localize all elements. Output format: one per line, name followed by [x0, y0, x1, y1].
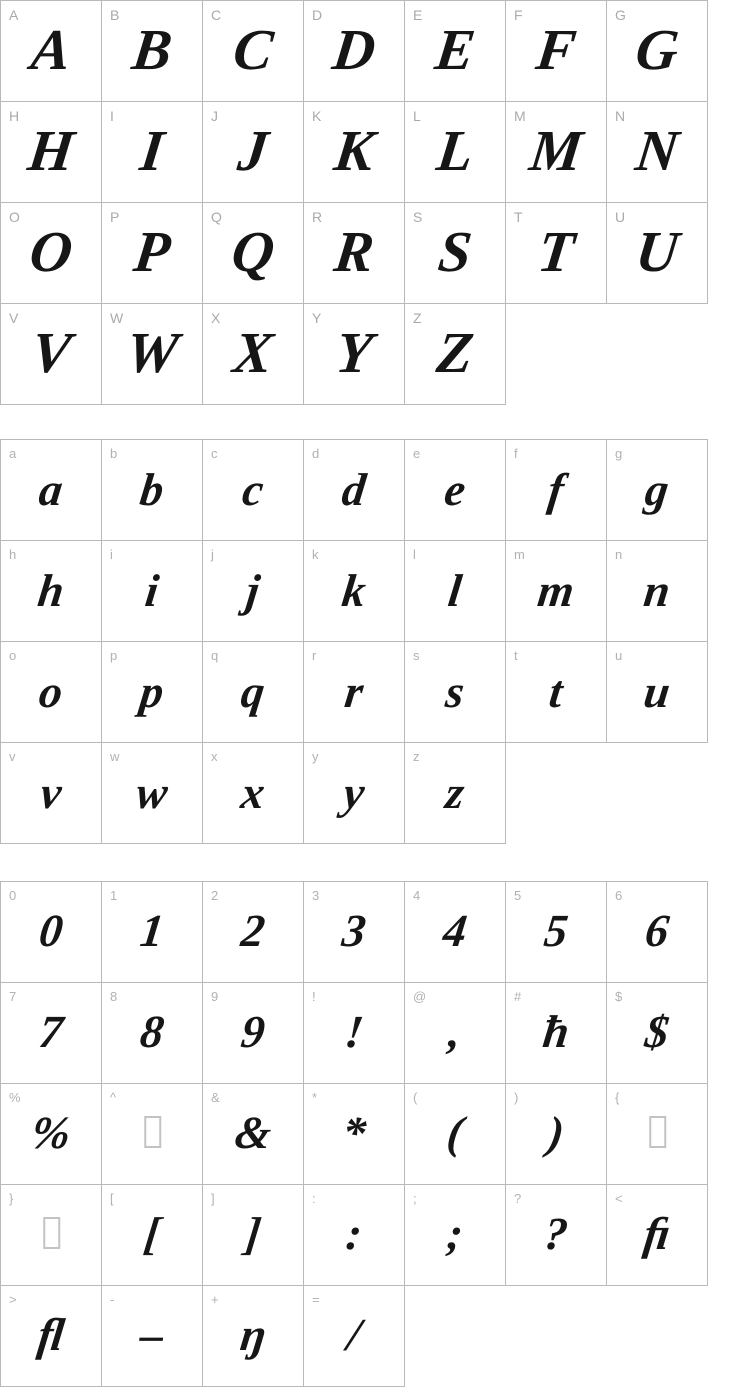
symbols-charmap — [0, 881, 708, 1387]
char-label: i — [110, 547, 113, 562]
char-cell — [1, 983, 102, 1084]
char-glyph: n — [641, 564, 674, 616]
char-cell — [405, 882, 506, 983]
lowercase-charmap-table — [0, 439, 708, 844]
char-label: S — [413, 209, 423, 225]
char-cell — [304, 1185, 405, 1286]
char-cell — [304, 1, 405, 102]
char-cell — [304, 1286, 405, 1387]
char-label: e — [413, 446, 421, 461]
char-cell — [506, 440, 607, 541]
char-label: C — [211, 7, 222, 23]
char-glyph: 9 — [238, 1005, 268, 1057]
char-cell — [607, 1084, 708, 1185]
char-glyph: 4 — [440, 904, 470, 956]
char-glyph: s — [443, 665, 468, 717]
char-label: L — [413, 108, 421, 124]
charmap-row — [1, 983, 708, 1084]
char-label: } — [9, 1191, 14, 1206]
char-glyph: % — [28, 1106, 74, 1158]
uppercase-charmap — [0, 0, 708, 405]
charmap-row — [1, 1084, 708, 1185]
char-label: 7 — [9, 989, 17, 1004]
char-glyph: – — [137, 1308, 167, 1360]
char-label: o — [9, 648, 17, 663]
char-label: H — [9, 108, 20, 124]
char-glyph: R — [330, 218, 378, 284]
char-glyph: V — [27, 319, 75, 385]
char-cell — [203, 983, 304, 1084]
char-label: ) — [514, 1090, 519, 1105]
char-glyph: S — [435, 218, 476, 284]
char-glyph: c — [239, 463, 267, 515]
charmap-row — [1, 642, 708, 743]
char-glyph: G — [632, 16, 683, 82]
char-label: : — [312, 1191, 316, 1206]
char-cell — [506, 882, 607, 983]
char-cell — [1, 882, 102, 983]
char-label: - — [110, 1292, 115, 1307]
char-label: O — [9, 209, 20, 225]
charmap-row — [1, 203, 708, 304]
char-label: 4 — [413, 888, 421, 903]
charmap-row — [1, 1185, 708, 1286]
char-glyph: $ — [642, 1005, 672, 1057]
char-glyph: Q — [228, 218, 279, 284]
char-label: < — [615, 1191, 623, 1206]
char-cell — [405, 203, 506, 304]
char-cell — [102, 203, 203, 304]
char-glyph: P — [130, 218, 174, 284]
char-cell — [203, 642, 304, 743]
char-glyph: ħ — [540, 1005, 573, 1057]
uppercase-charmap-table — [0, 0, 708, 405]
char-glyph: 3 — [339, 904, 369, 956]
char-label: w — [110, 749, 120, 764]
char-cell — [203, 743, 304, 844]
char-cell — [203, 1, 304, 102]
char-cell — [405, 541, 506, 642]
char-glyph: E — [431, 16, 479, 82]
char-label: r — [312, 648, 317, 663]
charmap-row — [1, 541, 708, 642]
missing-glyph-box — [144, 1116, 161, 1148]
char-glyph: B — [128, 16, 176, 82]
char-glyph: ŋ — [237, 1308, 269, 1360]
char-cell — [1, 1084, 102, 1185]
char-cell — [304, 882, 405, 983]
charmap-row — [1, 743, 708, 844]
char-glyph: / — [344, 1308, 364, 1360]
char-label: 8 — [110, 989, 118, 1004]
char-label: l — [413, 547, 416, 562]
char-label: W — [110, 310, 124, 326]
char-glyph: i — [142, 564, 162, 616]
char-label: 0 — [9, 888, 17, 903]
char-cell — [102, 440, 203, 541]
char-cell — [607, 1, 708, 102]
char-label: K — [312, 108, 322, 124]
char-label: ! — [312, 989, 316, 1004]
char-label: U — [615, 209, 626, 225]
char-glyph: 2 — [238, 904, 268, 956]
char-cell — [607, 882, 708, 983]
char-label: ] — [211, 1191, 215, 1206]
char-cell — [607, 203, 708, 304]
char-cell — [203, 102, 304, 203]
char-glyph: : — [343, 1207, 366, 1259]
char-label: h — [9, 547, 17, 562]
char-glyph: ﬁ — [641, 1207, 674, 1259]
char-cell — [102, 541, 203, 642]
char-glyph: Z — [433, 319, 477, 385]
char-label: N — [615, 108, 626, 124]
char-label: t — [514, 648, 518, 663]
char-glyph: m — [535, 564, 578, 616]
char-cell — [203, 1286, 304, 1387]
char-label: T — [514, 209, 523, 225]
char-label: f — [514, 446, 518, 461]
char-cell — [102, 304, 203, 405]
char-label: 6 — [615, 888, 623, 903]
char-glyph: * — [339, 1106, 369, 1158]
char-cell — [607, 440, 708, 541]
char-cell — [405, 304, 506, 405]
char-glyph: [ — [141, 1207, 164, 1259]
charmap-row — [1, 102, 708, 203]
char-label: > — [9, 1292, 17, 1307]
char-glyph: 1 — [137, 904, 167, 956]
char-cell — [304, 983, 405, 1084]
char-cell — [203, 304, 304, 405]
char-glyph: Y — [332, 319, 376, 385]
char-label: Z — [413, 310, 422, 326]
char-glyph: J — [234, 117, 272, 183]
char-cell — [405, 743, 506, 844]
char-cell — [304, 642, 405, 743]
char-glyph: 7 — [36, 1005, 66, 1057]
char-label: @ — [413, 989, 427, 1004]
char-glyph: 8 — [137, 1005, 167, 1057]
char-glyph: z — [443, 766, 468, 818]
char-glyph: q — [238, 665, 268, 717]
char-cell — [304, 440, 405, 541]
char-label: ^ — [110, 1090, 117, 1105]
char-glyph: x — [238, 766, 268, 818]
char-glyph: ? — [541, 1207, 571, 1259]
char-glyph: o — [36, 665, 66, 717]
char-cell — [102, 983, 203, 1084]
char-glyph: u — [641, 665, 674, 717]
char-cell — [405, 1185, 506, 1286]
char-glyph: N — [632, 117, 683, 183]
char-glyph: U — [632, 218, 683, 284]
char-cell — [1, 541, 102, 642]
char-glyph: j — [243, 564, 263, 616]
char-cell — [304, 304, 405, 405]
char-label: E — [413, 7, 423, 23]
char-cell — [102, 1185, 203, 1286]
char-cell — [102, 1084, 203, 1185]
char-glyph: & — [232, 1106, 275, 1158]
char-glyph: I — [136, 117, 168, 183]
char-label: Y — [312, 310, 322, 326]
char-glyph: p — [137, 665, 167, 717]
char-label: m — [514, 547, 525, 562]
char-label: A — [9, 7, 19, 23]
char-cell — [304, 743, 405, 844]
char-label: 9 — [211, 989, 219, 1004]
char-glyph: h — [35, 564, 68, 616]
char-glyph: H — [24, 117, 78, 183]
char-label: u — [615, 648, 623, 663]
char-cell — [102, 1, 203, 102]
char-cell — [1, 1286, 102, 1387]
char-cell — [405, 102, 506, 203]
char-label: c — [211, 446, 218, 461]
char-label: D — [312, 7, 323, 23]
char-glyph: ( — [444, 1106, 467, 1158]
char-glyph: g — [642, 463, 672, 515]
char-glyph: t — [546, 665, 566, 717]
char-label: ; — [413, 1191, 417, 1206]
char-cell — [1, 102, 102, 203]
char-glyph: K — [330, 117, 378, 183]
char-glyph: l — [445, 564, 465, 616]
char-cell — [607, 642, 708, 743]
char-label: y — [312, 749, 319, 764]
char-glyph: , — [446, 1005, 465, 1057]
char-label: F — [514, 7, 523, 23]
char-cell — [102, 882, 203, 983]
char-label: k — [312, 547, 319, 562]
char-label: P — [110, 209, 120, 225]
glyph-area — [0, 1183, 107, 1287]
char-cell — [1, 642, 102, 743]
char-glyph: O — [26, 218, 77, 284]
char-label: j — [211, 547, 214, 562]
char-glyph: e — [441, 463, 469, 515]
char-label: B — [110, 7, 120, 23]
char-label: % — [9, 1090, 21, 1105]
char-cell — [506, 102, 607, 203]
char-label: b — [110, 446, 118, 461]
char-glyph: ] — [242, 1207, 265, 1259]
char-label: & — [211, 1090, 220, 1105]
char-label: [ — [110, 1191, 114, 1206]
char-cell — [203, 541, 304, 642]
char-label: q — [211, 648, 219, 663]
char-label: ? — [514, 1191, 522, 1206]
char-cell — [506, 541, 607, 642]
char-label: x — [211, 749, 218, 764]
char-glyph: 0 — [36, 904, 66, 956]
char-cell — [506, 1084, 607, 1185]
char-cell — [304, 541, 405, 642]
char-cell — [203, 1084, 304, 1185]
char-glyph: ! — [342, 1005, 367, 1057]
char-glyph: D — [329, 16, 380, 82]
char-glyph: F — [532, 16, 580, 82]
char-cell — [1, 203, 102, 304]
char-glyph: C — [229, 16, 277, 82]
char-cell — [506, 642, 607, 743]
char-cell — [607, 983, 708, 1084]
char-cell — [102, 1286, 203, 1387]
char-label: s — [413, 648, 420, 663]
char-glyph: 6 — [642, 904, 672, 956]
char-glyph: L — [433, 117, 477, 183]
char-glyph: f — [545, 463, 567, 515]
charmap-row — [1, 882, 708, 983]
char-glyph: r — [342, 665, 367, 717]
char-label: G — [615, 7, 626, 23]
char-glyph: X — [229, 319, 277, 385]
lowercase-charmap — [0, 439, 708, 844]
char-cell — [1, 304, 102, 405]
char-cell — [506, 1, 607, 102]
char-cell — [405, 983, 506, 1084]
missing-glyph-box — [43, 1217, 60, 1249]
char-cell — [304, 102, 405, 203]
char-label: z — [413, 749, 420, 764]
char-cell — [102, 102, 203, 203]
charmap-row — [1, 440, 708, 541]
char-glyph: ; — [444, 1207, 467, 1259]
char-cell — [102, 743, 203, 844]
char-cell — [607, 102, 708, 203]
char-glyph: k — [339, 564, 369, 616]
char-cell — [304, 203, 405, 304]
char-label: V — [9, 310, 19, 326]
char-cell — [1, 1, 102, 102]
symbols-charmap-table — [0, 881, 708, 1387]
char-glyph: T — [534, 218, 578, 284]
char-label: $ — [615, 989, 623, 1004]
char-cell — [203, 203, 304, 304]
char-label: a — [9, 446, 17, 461]
char-label: Q — [211, 209, 222, 225]
char-label: I — [110, 108, 114, 124]
char-cell — [203, 882, 304, 983]
char-glyph: a — [36, 463, 66, 515]
char-label: g — [615, 446, 623, 461]
char-label: v — [9, 749, 16, 764]
missing-glyph-box — [649, 1116, 666, 1148]
char-cell — [405, 1084, 506, 1185]
char-glyph: y — [340, 766, 368, 818]
char-cell — [405, 440, 506, 541]
char-glyph: w — [133, 766, 171, 818]
char-cell — [304, 1084, 405, 1185]
char-glyph: A — [27, 16, 75, 82]
char-label: J — [211, 108, 218, 124]
char-cell — [102, 642, 203, 743]
char-label: d — [312, 446, 320, 461]
char-label: 2 — [211, 888, 219, 903]
char-cell — [506, 983, 607, 1084]
char-label: { — [615, 1090, 620, 1105]
char-cell — [203, 440, 304, 541]
char-label: X — [211, 310, 221, 326]
char-cell — [506, 1185, 607, 1286]
char-cell — [405, 642, 506, 743]
char-cell — [607, 541, 708, 642]
charmap-row — [1, 304, 708, 405]
char-glyph: v — [37, 766, 65, 818]
char-label: ( — [413, 1090, 418, 1105]
char-label: n — [615, 547, 623, 562]
char-label: = — [312, 1292, 320, 1307]
char-glyph: 5 — [541, 904, 571, 956]
char-glyph: M — [526, 117, 587, 183]
char-glyph: ) — [545, 1106, 568, 1158]
char-glyph: d — [339, 463, 369, 515]
char-cell — [203, 1185, 304, 1286]
char-cell — [1, 1185, 102, 1286]
char-label: p — [110, 648, 118, 663]
char-cell — [1, 440, 102, 541]
char-label: 5 — [514, 888, 522, 903]
charmap-row — [1, 1286, 708, 1387]
char-label: * — [312, 1090, 318, 1105]
char-label: R — [312, 209, 323, 225]
char-label: # — [514, 989, 522, 1004]
char-glyph: b — [137, 463, 167, 515]
char-glyph: W — [122, 319, 183, 385]
charmap-row — [1, 1, 708, 102]
char-label: 3 — [312, 888, 320, 903]
char-label: M — [514, 108, 526, 124]
char-cell — [506, 203, 607, 304]
char-cell — [1, 743, 102, 844]
char-label: 1 — [110, 888, 118, 903]
char-label: + — [211, 1292, 219, 1307]
char-cell — [607, 1185, 708, 1286]
char-cell — [405, 1, 506, 102]
char-glyph: ﬂ — [35, 1308, 68, 1360]
